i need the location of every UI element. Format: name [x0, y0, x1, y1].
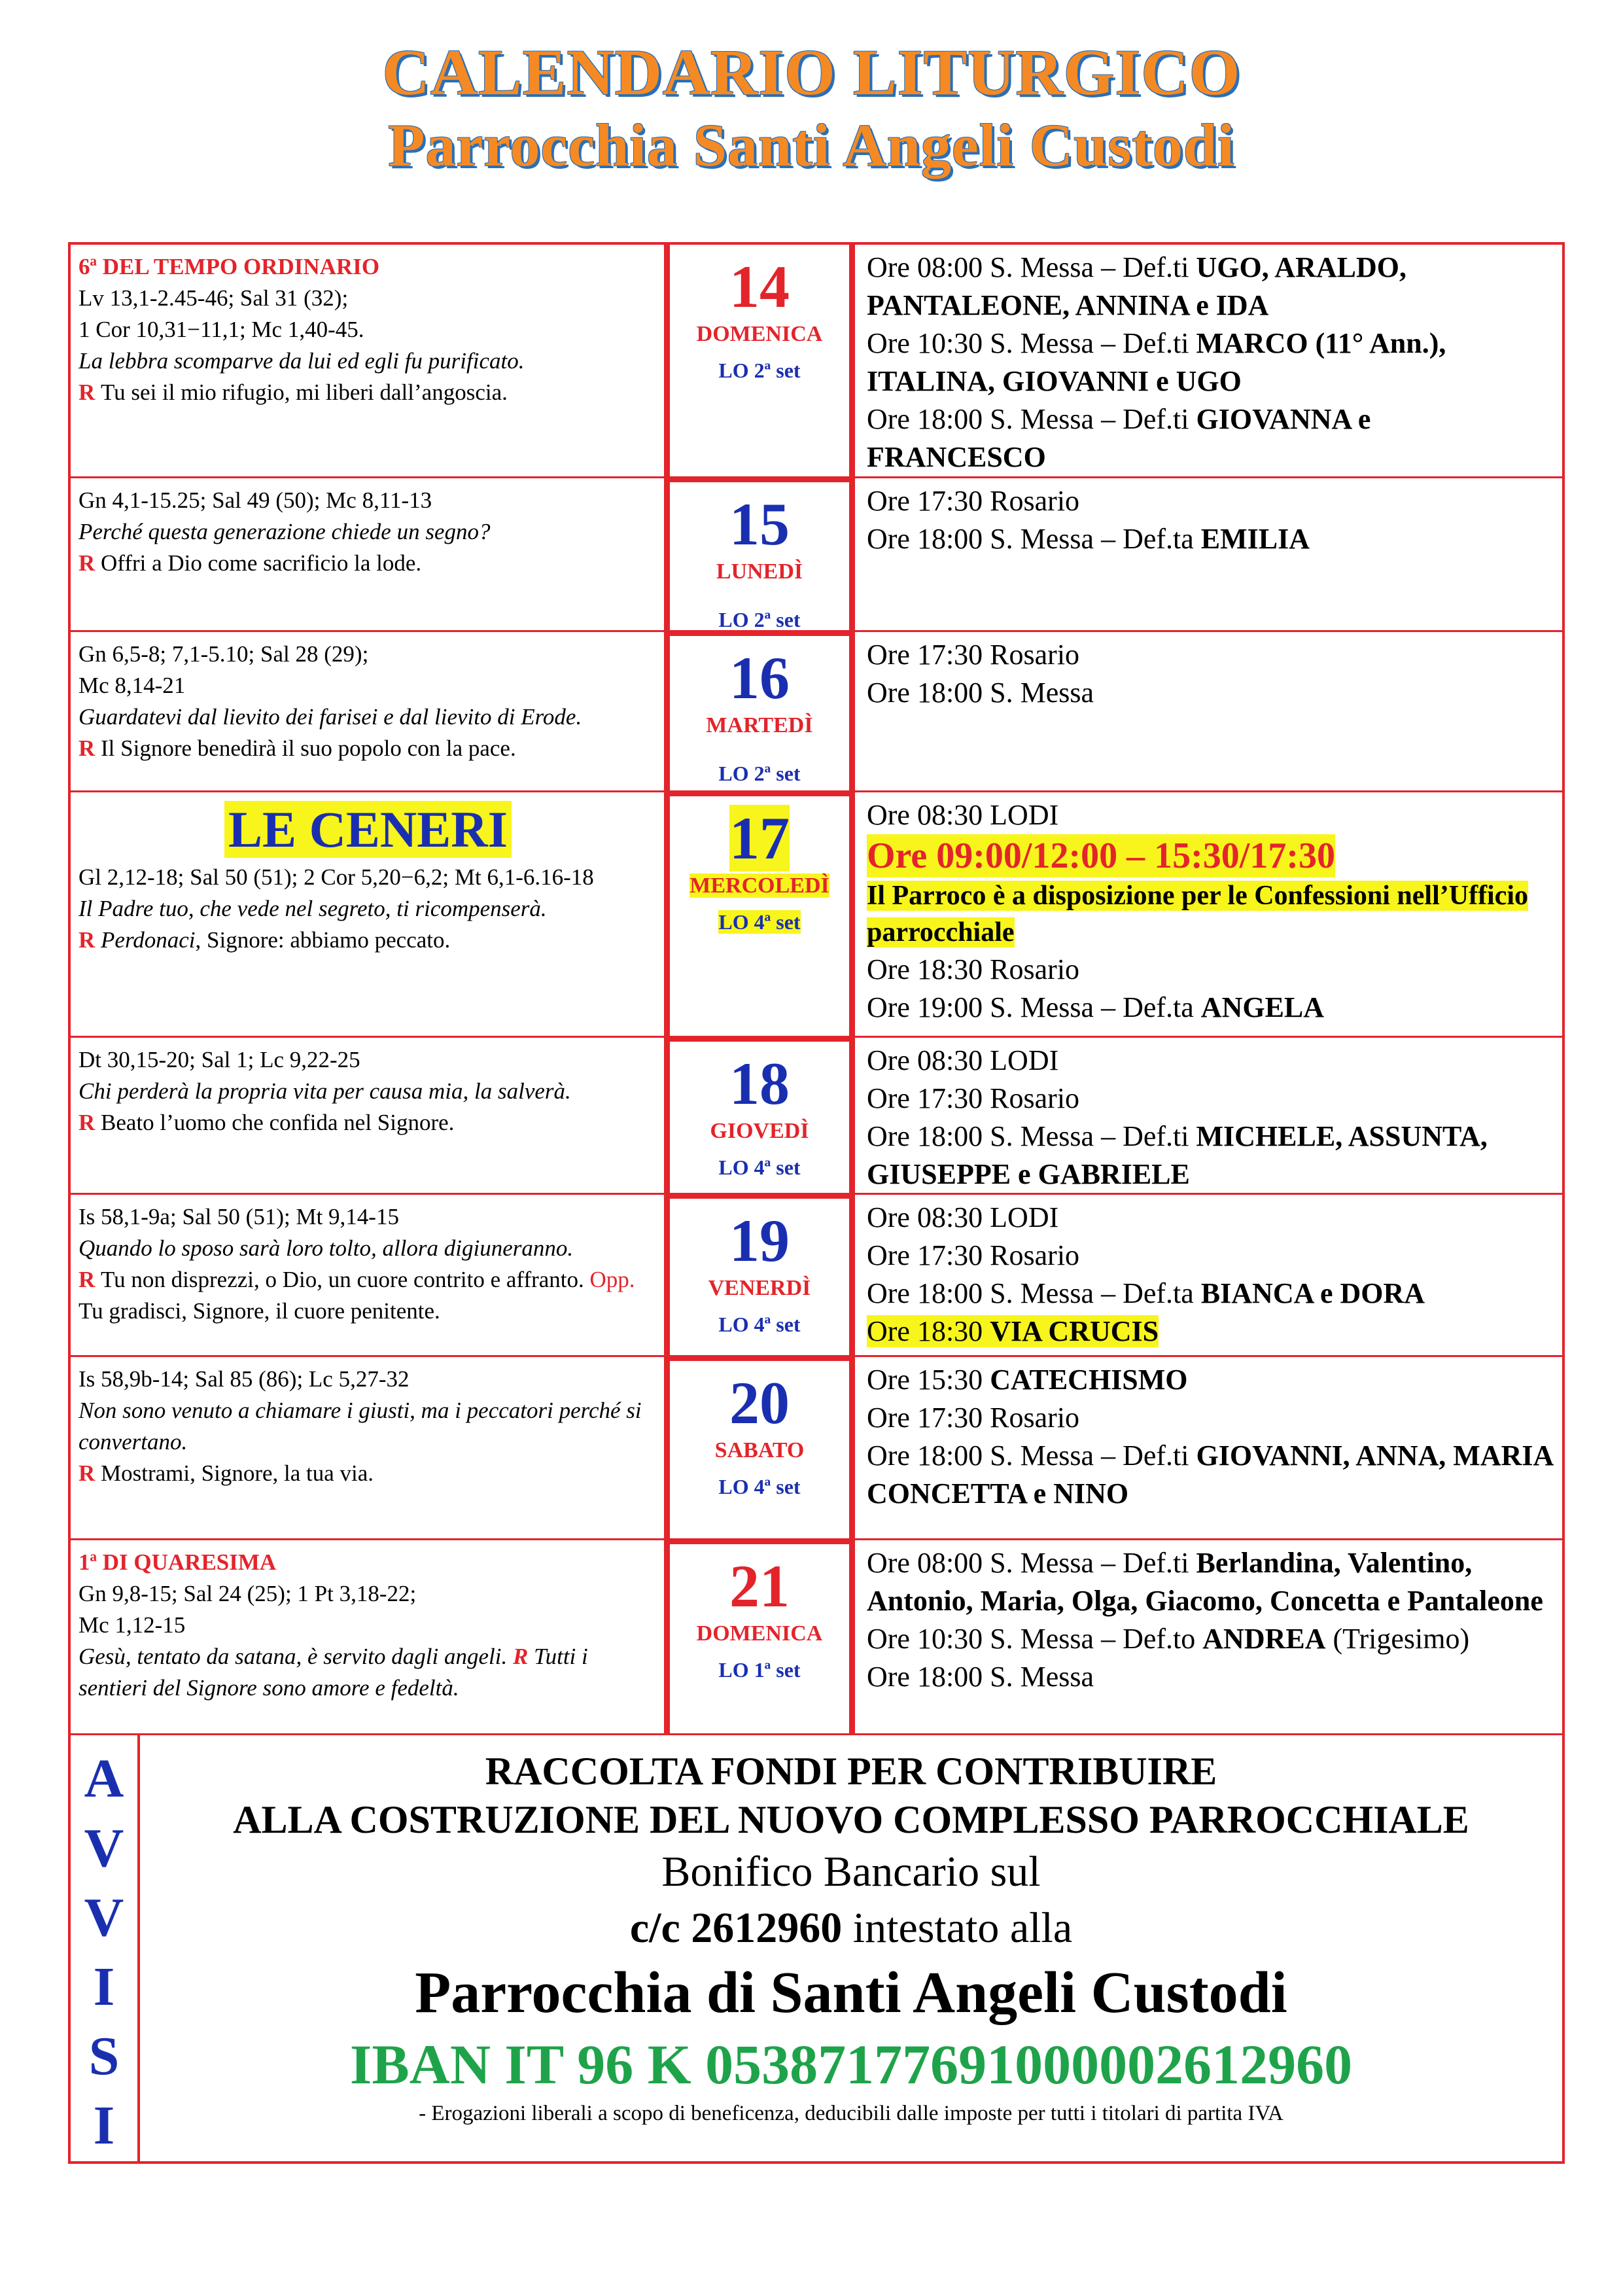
- event-time: Ore 15:30: [867, 1364, 990, 1396]
- reading-text: Quando lo sposo sarà loro tolto, allora digiuneranno.: [79, 1235, 574, 1261]
- weekday-name: VENERDÌ: [708, 1276, 811, 1300]
- day-box: [666, 1038, 853, 1193]
- avvisi-letter: A: [84, 1748, 124, 1809]
- events-cell: [853, 632, 1562, 790]
- event-time: Ore 08:00 S. Messa – Def.ti: [867, 251, 1196, 283]
- reading-line: [79, 1233, 657, 1264]
- reading-line: [79, 1264, 657, 1327]
- day-number: 21: [729, 1553, 790, 1619]
- event-names: MICHELE, ASSUNTA, GIUSEPPE e GABRIELE: [867, 1120, 1488, 1190]
- confession-note: [867, 877, 1556, 951]
- reading-line: [79, 1076, 657, 1107]
- weekday-name: GIOVEDÌ: [710, 1119, 809, 1143]
- liturgy-hours-week: LO 2ª set: [718, 608, 801, 631]
- event-time: Ore 10:30 S. Messa – Def.ti: [867, 327, 1196, 359]
- events-cell: [853, 245, 1562, 476]
- avvisi-line-2: ALLA COSTRUZIONE DEL NUOVO COMPLESSO PARROCCHIALE: [233, 1798, 1469, 1841]
- weekday-name: DOMENICA: [696, 1621, 823, 1646]
- liturgy-hours-week: LO 2ª set: [718, 762, 801, 785]
- reading-line: [79, 1610, 657, 1641]
- feast-title-text: LE CENERI: [224, 801, 512, 858]
- day-row: [71, 1195, 1562, 1357]
- event-names: VIA CRUCIS: [990, 1315, 1159, 1347]
- reading-text: 1ª DI QUARESIMA: [79, 1549, 277, 1575]
- event-line: [867, 249, 1556, 325]
- avvisi-line-4-rest: intestato alla: [842, 1904, 1073, 1952]
- day-row: [71, 1540, 1562, 1735]
- event-line: [867, 1399, 1556, 1437]
- reading-line: [79, 314, 657, 345]
- reading-line: [79, 670, 657, 701]
- reading-line: [79, 1364, 657, 1395]
- weekday-name: SABATO: [714, 1438, 805, 1462]
- readings-cell: [71, 792, 666, 1036]
- event-time: Ore 18:00 S. Messa – Def.ta: [867, 1277, 1201, 1309]
- event-time: Ore 19:00 S. Messa – Def.ta: [867, 991, 1201, 1023]
- reading-text: Guardatevi dal lievito dei farisei e dal lievito di Erode.: [79, 704, 582, 730]
- reading-text: Non sono venuto a chiamare i giusti, ma i peccatori perché si convertano.: [79, 1398, 642, 1455]
- day-number-text: 17: [729, 805, 790, 872]
- event-names: EMILIA: [1200, 523, 1310, 555]
- day-box: [666, 478, 853, 630]
- reading-line: [79, 701, 657, 733]
- reading-line: [79, 1107, 657, 1139]
- day-box: [666, 792, 853, 1036]
- day-number: [670, 805, 849, 871]
- event-names: BIANCA e DORA: [1200, 1277, 1425, 1309]
- readings-cell: [71, 632, 666, 790]
- response-marker: R: [79, 1267, 101, 1292]
- day-row: [71, 245, 1562, 478]
- event-time: Ore 17:30 Rosario: [867, 639, 1080, 671]
- reading-line: [79, 639, 657, 670]
- page-subtitle: Parrocchia Santi Angeli Custodi: [388, 112, 1235, 179]
- reading-text: , Signore: abbiamo peccato.: [195, 927, 451, 953]
- event-time: Ore 17:30 Rosario: [867, 1239, 1080, 1271]
- reading-line: [79, 1044, 657, 1076]
- response-marker: R: [79, 1460, 101, 1486]
- reading-text: Beato l’uomo che confida nel Signore.: [101, 1110, 455, 1135]
- event-time: Ore 17:30 Rosario: [867, 1082, 1080, 1114]
- readings-cell: [71, 1540, 666, 1733]
- lo-text: LO 4ª set: [718, 910, 801, 934]
- event-line: [867, 400, 1556, 476]
- avvisi-content: [140, 1735, 1562, 2161]
- day-number: 15: [729, 491, 790, 557]
- opp-text: Tu gradisci, Signore, il cuore penitente.: [79, 1298, 440, 1324]
- event-time: Ore 18:00 S. Messa: [867, 1661, 1094, 1693]
- avvisi-vertical-label: [71, 1735, 140, 2161]
- reading-text: Gesù, tentato da satana, è servito dagli angeli.: [79, 1644, 508, 1669]
- weekday-text: MERCOLEDÌ: [689, 874, 829, 898]
- day-row: [71, 632, 1562, 792]
- event-line: [867, 951, 1556, 989]
- reading-text: Il Signore benedirà il suo popolo con la pace.: [101, 735, 516, 761]
- event-names: ANDREA: [1202, 1623, 1326, 1655]
- page-header: [0, 36, 1623, 181]
- confession-note-text: Il Parroco è a disposizione per le Confessioni nell’Ufficio parrocchiale: [867, 881, 1529, 947]
- reading-line: [79, 377, 657, 408]
- event-line: [867, 1620, 1556, 1658]
- reading-line: [79, 345, 657, 377]
- events-cell: [853, 1038, 1562, 1193]
- reading-text: Mc 8,14-21: [79, 673, 186, 698]
- event-time: Ore 18:00 S. Messa – Def.ti: [867, 1120, 1196, 1152]
- event-line: [867, 1042, 1556, 1080]
- event-time: Ore 18:00 S. Messa – Def.ta: [867, 523, 1201, 555]
- event-names: UGO, ARALDO, PANTALEONE, ANNINA e IDA: [867, 251, 1406, 321]
- liturgy-hours-week: LO 2ª set: [718, 359, 801, 382]
- readings-cell: [71, 1357, 666, 1538]
- day-number: 16: [729, 645, 790, 711]
- event-time: Ore 18:00 S. Messa – Def.ti: [867, 1439, 1196, 1472]
- event-line: [867, 1237, 1556, 1275]
- reading-text: Il Padre tuo, che vede nel segreto, ti ricompenserà.: [79, 896, 547, 921]
- reading-italic: Perdonaci: [101, 927, 196, 953]
- opp-marker: Opp.: [584, 1267, 635, 1292]
- event-time: Ore 18:00 S. Messa – Def.ti: [867, 403, 1196, 435]
- events-cell: [853, 1195, 1562, 1355]
- reading-line: [79, 485, 657, 516]
- day-number: 20: [729, 1369, 790, 1436]
- readings-cell: [71, 1038, 666, 1193]
- reading-line: [79, 1578, 657, 1610]
- event-time: Ore 08:30 LODI: [867, 1044, 1059, 1076]
- events-cell: [853, 1357, 1562, 1538]
- day-box: [666, 632, 853, 790]
- reading-text: 6ª DEL TEMPO ORDINARIO: [79, 254, 380, 279]
- avvisi-line-3: Bonifico Bancario sul: [661, 1848, 1041, 1896]
- day-row: [71, 792, 1562, 1038]
- reading-line: [79, 283, 657, 314]
- avvisi-letter: V: [84, 1887, 124, 1948]
- reading-line: [79, 1395, 657, 1458]
- reading-line: [79, 733, 657, 764]
- event-line: [867, 1199, 1556, 1237]
- day-box: [666, 1357, 853, 1538]
- readings-cell: [71, 1195, 666, 1355]
- day-box: [666, 1540, 853, 1733]
- event-time: Ore 08:30 LODI: [867, 1201, 1059, 1233]
- event-line: [867, 796, 1556, 834]
- weekday-name: LUNEDÌ: [716, 559, 803, 584]
- response-marker: R: [79, 927, 101, 953]
- day-number: 18: [729, 1050, 790, 1117]
- event-line: [867, 989, 1556, 1027]
- event-line: [867, 1275, 1556, 1313]
- event-line: [867, 1658, 1556, 1696]
- event-time: Ore 08:30 LODI: [867, 799, 1059, 831]
- event-line: [867, 1361, 1556, 1399]
- page-title: CALENDARIO LITURGICO: [382, 36, 1241, 109]
- reading-text: Tu sei il mio rifugio, mi liberi dall’angoscia.: [101, 380, 508, 405]
- day-row: [71, 1357, 1562, 1540]
- reading-text: La lebbra scomparve da lui ed egli fu purificato.: [79, 348, 525, 374]
- calendar-table: [68, 242, 1565, 2164]
- reading-text: Gn 6,5-8; 7,1-5.10; Sal 28 (29);: [79, 641, 369, 667]
- reading-text: 1 Cor 10,31−11,1; Mc 1,40-45.: [79, 317, 364, 342]
- event-names: Berlandina, Valentino, Antonio, Maria, Olga, Giacomo, Concetta e Pantaleone: [867, 1547, 1543, 1617]
- avvisi-letter: I: [93, 2095, 115, 2156]
- event-line: [867, 1313, 1556, 1351]
- day-number: 19: [729, 1207, 790, 1274]
- reading-line: [79, 1458, 657, 1489]
- event-time: Ore 08:00 S. Messa – Def.ti: [867, 1547, 1196, 1579]
- reading-text: Mc 1,12-15: [79, 1612, 186, 1638]
- weekday-name: MARTEDÌ: [706, 713, 813, 737]
- reading-line: [79, 1201, 657, 1233]
- reading-text: Dt 30,15-20; Sal 1; Lc 9,22-25: [79, 1047, 360, 1072]
- reading-line: [79, 548, 657, 579]
- liturgy-hours-week: LO 4ª set: [718, 1475, 801, 1498]
- event-time: Ore 17:30 Rosario: [867, 1402, 1080, 1434]
- events-cell: [853, 1540, 1562, 1733]
- reading-text: Is 58,9b-14; Sal 85 (86); Lc 5,27-32: [79, 1366, 410, 1392]
- avvisi-letter: V: [84, 1818, 124, 1879]
- event-time: Ore 18:30: [867, 1315, 990, 1347]
- liturgy-hours-week: [670, 908, 849, 936]
- event-names: CATECHISMO: [990, 1364, 1188, 1396]
- reading-line: [79, 1641, 657, 1704]
- events-cell: [853, 478, 1562, 630]
- response-marker: R: [79, 550, 101, 576]
- event-time: Ore 18:00 S. Messa: [867, 677, 1094, 709]
- response-marker: R: [79, 735, 101, 761]
- event-time: Ore 10:30 S. Messa – Def.to: [867, 1623, 1203, 1655]
- event-line: [867, 482, 1556, 520]
- reading-text: Chi perderà la propria vita per causa mia, la salverà.: [79, 1078, 571, 1104]
- reading-text: Lv 13,1-2.45-46; Sal 31 (32);: [79, 285, 349, 311]
- response-marker: R: [79, 380, 101, 405]
- reading-text: Mostrami, Signore, la tua via.: [101, 1460, 374, 1486]
- reading-text: Perché questa generazione chiede un segno?: [79, 519, 491, 544]
- day-number: 14: [729, 253, 790, 320]
- confession-hours: Ore 09:00/12:00 – 15:30/17:30: [867, 836, 1335, 876]
- readings-cell: [71, 478, 666, 630]
- avvisi-section: [71, 1735, 1562, 2161]
- event-line: [867, 1437, 1556, 1513]
- readings-cell: [71, 245, 666, 476]
- event-line: [867, 325, 1556, 400]
- reading-text: Gn 9,8-15; Sal 24 (25); 1 Pt 3,18-22;: [79, 1581, 417, 1606]
- liturgy-hours-week: LO 1ª set: [718, 1658, 801, 1682]
- reading-line: [79, 862, 657, 893]
- reading-text: Tu non disprezzi, o Dio, un cuore contrito e affranto.: [101, 1267, 584, 1292]
- event-names: ANGELA: [1200, 991, 1325, 1023]
- avvisi-letter: S: [88, 2026, 120, 2087]
- response-marker: R: [79, 1110, 101, 1135]
- event-line: [867, 1118, 1556, 1193]
- events-cell: [853, 792, 1562, 1036]
- event-time: Ore 17:30 Rosario: [867, 485, 1080, 517]
- event-names: GIOVANNI, ANNA, MARIA CONCETTA e NINO: [867, 1439, 1552, 1510]
- day-row: [71, 478, 1562, 632]
- avvisi-line-1: RACCOLTA FONDI PER CONTRIBUIRE: [485, 1750, 1217, 1793]
- event-names: GIOVANNA e FRANCESCO: [867, 403, 1371, 473]
- liturgy-hours-week: LO 4ª set: [718, 1156, 801, 1179]
- reading-text: Offri a Dio come sacrificio la lode.: [101, 550, 422, 576]
- response-marker: R: [507, 1644, 534, 1669]
- event-line: [867, 1544, 1556, 1620]
- day-box: [666, 1195, 853, 1355]
- reading-text: Gl 2,12-18; Sal 50 (51); 2 Cor 5,20−6,2; Mt 6,1-6.16-18: [79, 864, 594, 890]
- event-line: [867, 520, 1556, 558]
- event-names: MARCO (11° Ann.), ITALINA, GIOVANNI e UGO: [867, 327, 1446, 397]
- event-note: (Trigesimo): [1325, 1623, 1470, 1655]
- weekday-name: [670, 871, 849, 901]
- event-time: Ore 18:30 Rosario: [867, 953, 1080, 985]
- reading-line: [79, 251, 657, 283]
- feast-title: [79, 802, 657, 858]
- reading-line: [79, 516, 657, 548]
- liturgy-hours-week: LO 4ª set: [718, 1313, 801, 1336]
- avvisi-line-4: [140, 1900, 1562, 1956]
- day-box: [666, 245, 853, 476]
- reading-line: [79, 893, 657, 925]
- reading-text: Gn 4,1-15.25; Sal 49 (50); Mc 8,11-13: [79, 487, 432, 513]
- avvisi-note: - Erogazioni liberali a scopo di beneficenza, deducibili dalle imposte per tutti i titolari di partita IVA: [419, 2102, 1283, 2125]
- reading-line: [79, 1547, 657, 1578]
- conto-corrente: c/c 2612960: [629, 1904, 843, 1952]
- day-row: [71, 1038, 1562, 1195]
- avvisi-parish-name: Parrocchia di Santi Angeli Custodi: [415, 1960, 1287, 2025]
- weekday-name: DOMENICA: [696, 322, 823, 346]
- reading-text: Is 58,1-9a; Sal 50 (51); Mt 9,14-15: [79, 1204, 399, 1229]
- event-line: [867, 636, 1556, 674]
- event-line: [867, 674, 1556, 712]
- reading-text: Tutti i sentieri del Signore sono amore e fedeltà.: [79, 1644, 588, 1701]
- reading-line: [79, 925, 657, 956]
- avvisi-iban: IBAN IT 96 K 05387177691000002612960: [349, 2033, 1353, 2096]
- event-line: [867, 1080, 1556, 1118]
- avvisi-letter: I: [93, 1956, 115, 2017]
